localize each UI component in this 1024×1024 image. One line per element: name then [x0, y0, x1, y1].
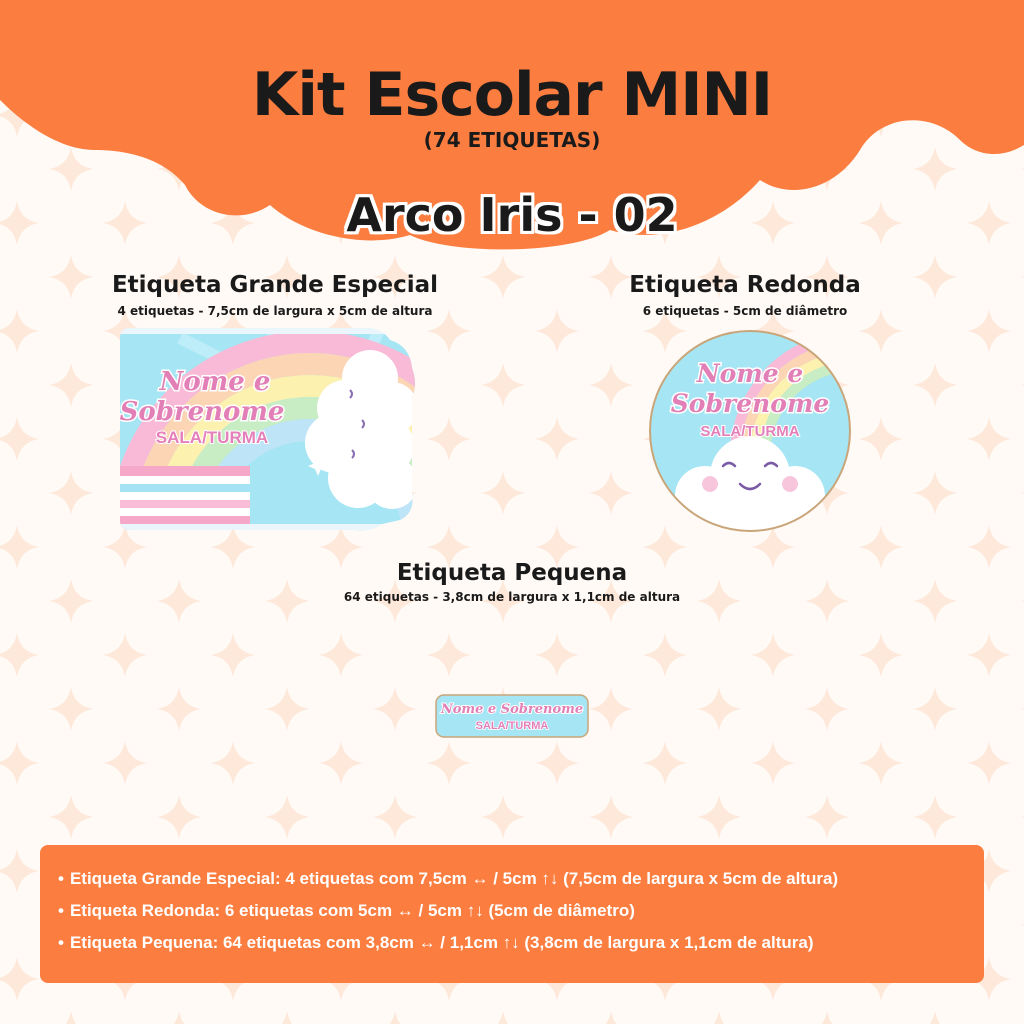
- theme-name: Arco Iris - 02: [346, 188, 678, 242]
- grande-desc: 4 etiquetas - 7,5cm de largura x 5cm de altura: [117, 304, 433, 318]
- grande-name-line1: Nome e: [159, 367, 271, 397]
- info-line-pequena: • Etiqueta Pequena: 64 etiquetas com 3,8cm ↔ / 1,1cm ↑↓ (3,8cm de largura x 1,1cm de altura): [58, 933, 814, 952]
- grande-title: Etiqueta Grande Especial: [111, 272, 439, 298]
- bullet: •: [58, 901, 64, 920]
- pequena-desc: 64 etiquetas - 3,8cm de largura x 1,1cm de altura: [343, 590, 681, 604]
- pequena-label-preview: [435, 694, 589, 738]
- info-line-grande: • Etiqueta Grande Especial: 4 etiquetas com 7,5cm ↔ / 5cm ↑↓ (7,5cm de largura x 5cm de altura): [58, 869, 839, 888]
- pequena-name-line: Nome e Sobrenome: [440, 702, 584, 717]
- redonda-name-line1: Nome e: [696, 359, 804, 388]
- page-subtitle: (74 ETIQUETAS): [423, 128, 601, 152]
- bullet: •: [58, 933, 64, 952]
- redonda-label-preview: [645, 326, 855, 536]
- grande-label-preview: [120, 328, 420, 532]
- bullet: •: [58, 869, 64, 888]
- redonda-name-line2: Sobrenome: [670, 389, 830, 418]
- redonda-title: Etiqueta Redonda: [629, 272, 861, 298]
- info-line-redonda: • Etiqueta Redonda: 6 etiquetas com 5cm ↔ / 5cm ↑↓ (5cm de diâmetro): [58, 901, 635, 920]
- info-box: [40, 845, 984, 983]
- grande-name-line2: Sobrenome: [120, 397, 285, 427]
- redonda-class-line: SALA/TURMA: [700, 423, 800, 440]
- redonda-desc: 6 etiquetas - 5cm de diâmetro: [642, 304, 848, 318]
- pequena-class-line: SALA/TURMA: [475, 720, 549, 732]
- pequena-title: Etiqueta Pequena: [396, 560, 628, 586]
- grande-class-line: SALA/TURMA: [155, 428, 269, 447]
- page-title: Kit Escolar MINI: [251, 60, 773, 130]
